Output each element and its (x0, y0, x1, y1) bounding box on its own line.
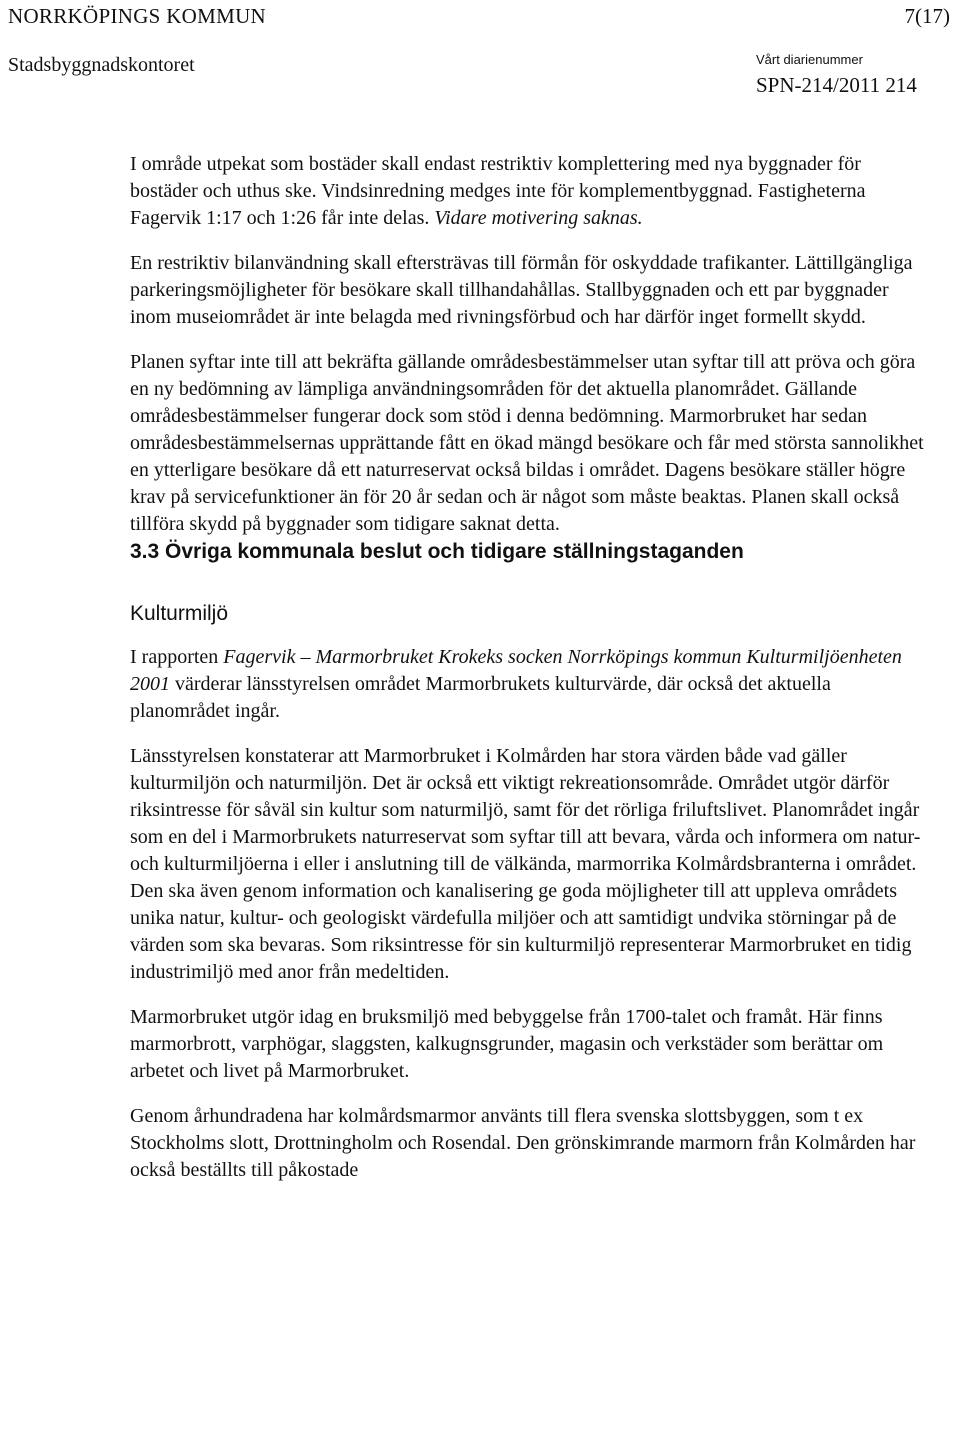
report-title: Fagervik – Marmorbruket Krokeks socken Norrköpings kommun Kulturmiljöenheten 2001 (130, 646, 902, 695)
paragraph-italic-note: Vidare motivering saknas. (434, 207, 643, 229)
paragraph-text: I rapporten (130, 646, 224, 668)
paragraph: En restriktiv bilanvändning skall eftersträvas till förmån för oskyddade trafikanter. Lättillgängliga parkeringsmöjligheter för besökare skall tillhandahållas. Stallbyggnaden och ett par byggnader inom museiområdet är inte belagda med rivningsförbud och har därför inget formellt skydd. (130, 252, 913, 328)
reference-label: Vårt diarienummer (756, 52, 863, 67)
paragraph: Genom århundradena har kolmårdsmarmor använts till flera svenska slottsbyggen, som t ex Stockholms slott, Drottningholm och Rosendal. Den grönskimrande marmorn från Kolmården har också beställts till påkostade (130, 1105, 916, 1181)
paragraph-text: I område utpekat som bostäder skall endast restriktiv komplettering med nya byggnader för bostäder och uthus ske. Vindsinredning medges inte för komplementbyggnad. Fastigheterna Fagervik 1:17 och 1:26 får inte delas. (130, 153, 866, 229)
paragraph: Länsstyrelsen konstaterar att Marmorbruket i Kolmården har stora värden både vad gäller kulturmiljön och naturmiljön. Det är också ett viktigt rekreationsområde. Området utgör därför riksintresse för såväl sin kultur som naturmiljö, samt för det rörliga friluftslivet. Planområdet ingår som en del i Marmorbrukets naturreservat som syftar till att bevara, vårda och informera om natur- och kulturmiljöerna i eller i anslutning till de välkända, marmorrika Kolmårdsbranterna i området. Den ska även genom information och kanalisering ge goda möjligheter till att uppleva områdets unika natur, kultur- och geologiskt värdefulla miljöer och att samtidigt undvika störningar på de värden som ska bevaras. Som riksintresse för sin kulturmiljö representerar Marmorbruket en tidig industrimiljö med anor från medeltiden. (130, 745, 921, 983)
paragraph (130, 151, 930, 232)
paragraph: Planen syftar inte till att bekräfta gällande områdesbestämmelser utan syftar till att pröva och göra en ny bedömning av lämpliga användningsområden för det aktuella planområdet. Gällande områdesbestämmelser fungerar dock som stöd i denna bedömning. Marmorbruket har sedan områdesbestämmelsernas upprättande fått en ökad mängd besökare och får med största sannolikhet en ytterligare besökare då ett naturreservat också bildas i området. Dagens besökare ställer högre krav på servicefunktioner än för 20 år sedan och är något som måste beaktas. Planen skall också tillföra skydd på byggnader som tidigare saknat detta. (130, 351, 924, 535)
paragraph: Marmorbruket utgör idag en bruksmiljö med bebyggelse från 1700-talet och framåt. Här finns marmorbrott, varphögar, slaggsten, kalkugnsgrunder, magasin och verkstäder som berättar om arbetet och livet på Marmorbruket. (130, 1006, 884, 1082)
subsection-heading: Kulturmiljö (130, 602, 229, 625)
page-number: 7(17) (904, 4, 950, 28)
paragraph (130, 644, 930, 725)
section-heading: 3.3 Övriga kommunala beslut och tidigare ställningstaganden (130, 540, 744, 563)
paragraph-text: värderar länsstyrelsen området Marmorbrukets kulturvärde, där också det aktuella planområdet ingår. (130, 673, 831, 722)
department-name: Stadsbyggnadskontoret (8, 54, 195, 76)
organization-name: NORRKÖPINGS KOMMUN (8, 4, 267, 28)
document-body (130, 151, 930, 1184)
reference-number: SPN-214/2011 214 (756, 73, 917, 97)
